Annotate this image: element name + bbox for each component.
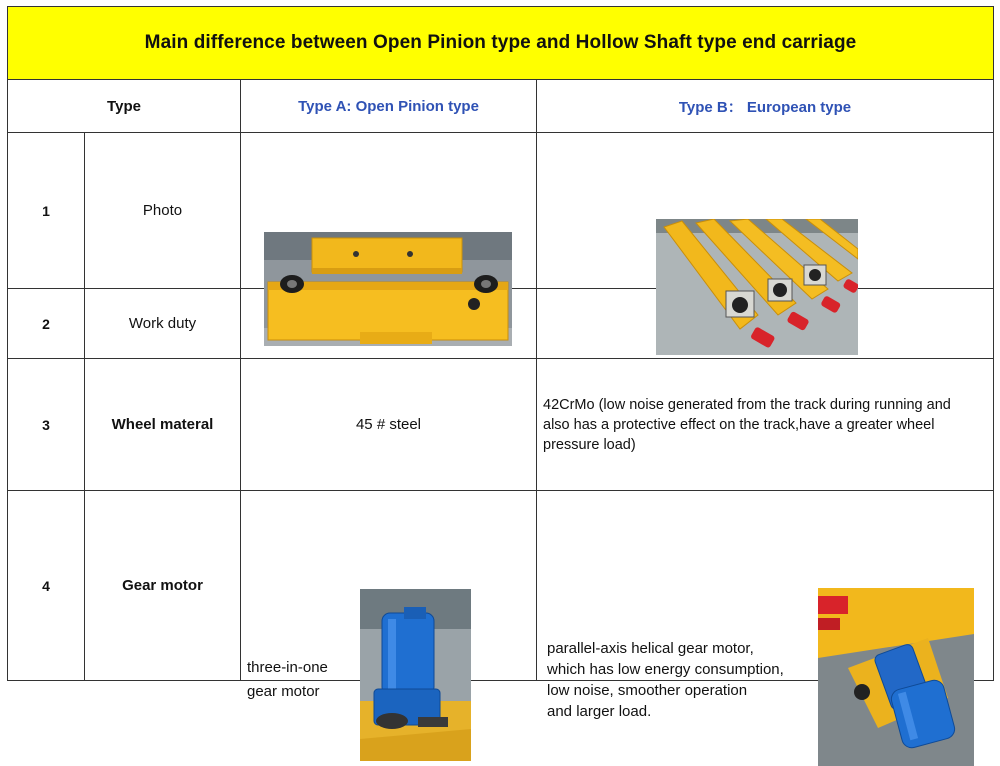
text-line: pressure load) xyxy=(543,436,636,453)
comparison-table xyxy=(7,6,994,720)
open-pinion-carriage-photo xyxy=(264,232,512,346)
wheel-material-a: 45 # steel xyxy=(241,359,537,491)
text-line: gear motor xyxy=(247,682,320,700)
row-number: 2 xyxy=(8,289,85,359)
row-label: Wheel materal xyxy=(85,359,241,491)
text-line: three-in-one xyxy=(247,658,328,676)
title-row xyxy=(8,7,994,80)
helical-gear-motor-photo xyxy=(818,588,974,766)
row-label: Gear motor xyxy=(85,491,241,681)
row-number: 1 xyxy=(8,133,85,289)
row-number: 4 xyxy=(8,491,85,681)
text-line: which has low energy consumption, xyxy=(547,660,784,678)
gear-motor-text-b xyxy=(547,638,784,722)
header-type: Type xyxy=(8,80,241,133)
photo-cell-b xyxy=(537,133,994,289)
header-type-a: Type A: Open Pinion type xyxy=(241,80,537,133)
table-title: Main difference between Open Pinion type and Hollow Shaft type end carriage xyxy=(144,32,857,53)
european-carriage-photo xyxy=(656,219,858,355)
gear-motor-text-a xyxy=(247,656,328,704)
wheel-material-b xyxy=(537,359,994,491)
text-line: and larger load. xyxy=(547,702,652,720)
gear-motor-cell-b xyxy=(537,491,994,720)
text-line: 42CrMo (low noise generated from the track during running and xyxy=(543,396,951,413)
title-cell xyxy=(8,7,994,80)
table-row xyxy=(8,359,994,491)
three-in-one-gear-motor-photo xyxy=(360,589,471,761)
row-label: Work duty xyxy=(85,289,241,359)
photo-cell-a xyxy=(241,133,537,289)
table-row xyxy=(8,491,994,681)
text-line: parallel-axis helical gear motor, xyxy=(547,639,754,657)
header-type-b: Type B： European type xyxy=(537,80,994,133)
row-label: Photo xyxy=(85,133,241,289)
header-row xyxy=(8,80,994,133)
table-row xyxy=(8,133,994,289)
text-line: low noise, smoother operation xyxy=(547,681,748,699)
text-line: also has a protective effect on the track,have a greater wheel xyxy=(543,416,935,433)
gear-motor-cell-a xyxy=(241,491,537,700)
row-number: 3 xyxy=(8,359,85,491)
